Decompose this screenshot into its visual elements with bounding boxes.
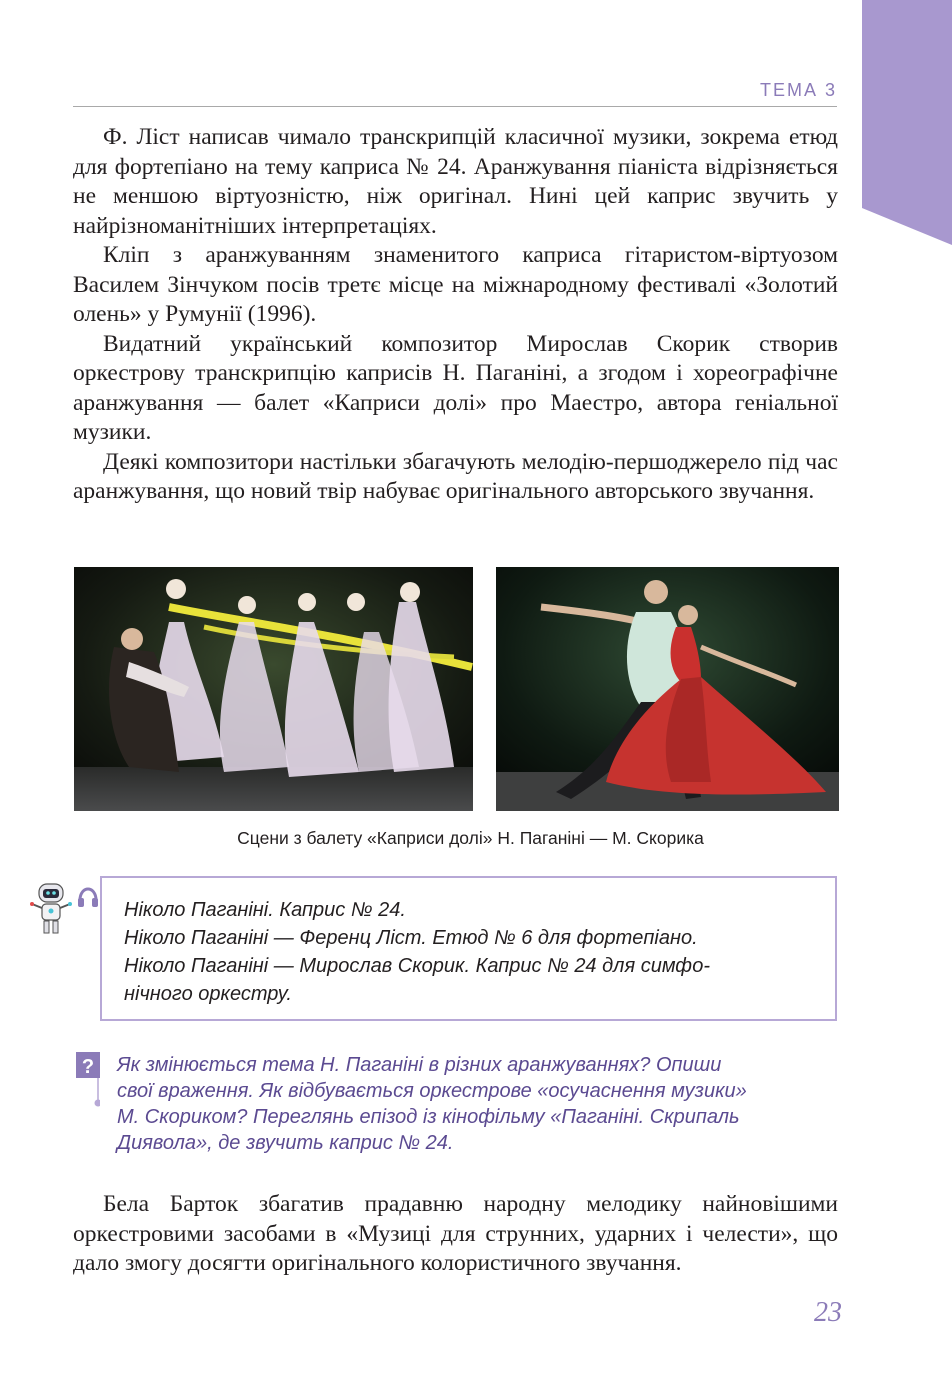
listening-box — [100, 876, 837, 1021]
paragraph: Деякі композитори настільки збагачують мелодію-першоджерело під час аранжування, що новий твір набуває оригінального авторського звучання. — [73, 448, 838, 504]
listening-item: Ніколо Паганіні — Ференц Ліст. Етюд № 6 для фортепіано. — [124, 927, 698, 949]
robot-mascot-icon — [28, 880, 74, 938]
ballet-photo-group — [74, 567, 473, 811]
question-line: Диявола», де звучить каприс № 24. — [117, 1132, 454, 1154]
paragraph: Бела Барток збагатив прадавню народну мелодику найновішими оркестровими засобами в «Музиці для струнних, ударних і челести», що дало змогу досягти оригінального колористичного звучання. — [73, 1191, 838, 1276]
question-icon-glyph: ? — [81, 1056, 95, 1078]
header-divider — [73, 106, 837, 107]
listening-item: Ніколо Паганіні. Каприс № 24. — [124, 899, 406, 921]
corner-tab-decoration — [862, 0, 952, 245]
intro-text — [73, 123, 838, 507]
ballet-photo-duet — [496, 567, 839, 811]
paragraph: Ф. Ліст написав чимало транскрипцій класичної музики, зокрема етюд для фортепіано на тему каприса № 24. Аранжування піаніста відрізняється не меншою віртуозністю, ніж оригінал. Нині цей каприс звучить у найрізноманітніших інтерпретаціях. — [73, 124, 838, 239]
question-block — [117, 1052, 839, 1156]
figure-caption: Сцени з балету «Каприси долі» Н. Паганіні — М. Скорика — [237, 828, 704, 848]
headphones-icon — [76, 885, 100, 909]
listening-item: нічного оркестру. — [124, 983, 292, 1005]
question-line: М. Скориком? Переглянь епізод із кінофільму «Паганіні. Скрипаль — [117, 1106, 740, 1128]
closing-text — [73, 1190, 838, 1279]
listening-item: Ніколо Паганіні — Мирослав Скорик. Каприс № 24 для симфо- — [124, 955, 711, 977]
paragraph: Видатний український композитор Мирослав Скорик створив оркестрову транскрипцію каприсів Н. Паганіні, а згодом і хореографічне аранжування — балет «Каприси долі» про Маестро, автора геніальної музики. — [73, 330, 838, 445]
question-line: свої враження. Як відбувається оркестрове «осучаснення музики» — [117, 1080, 747, 1102]
section-label: ТЕМА 3 — [759, 80, 837, 100]
page-number: 23 — [814, 1297, 842, 1328]
paragraph: Кліп з аранжуванням знаменитого каприса гітаристом-віртуозом Василем Зінчуком посів третє місце на міжнародному фестивалі «Золотий олень» у Румунії (1996). — [73, 242, 838, 327]
question-icon — [76, 1052, 100, 1108]
question-line: Як змінюється тема Н. Паганіні в різних аранжуваннях? Опиши — [117, 1054, 722, 1076]
